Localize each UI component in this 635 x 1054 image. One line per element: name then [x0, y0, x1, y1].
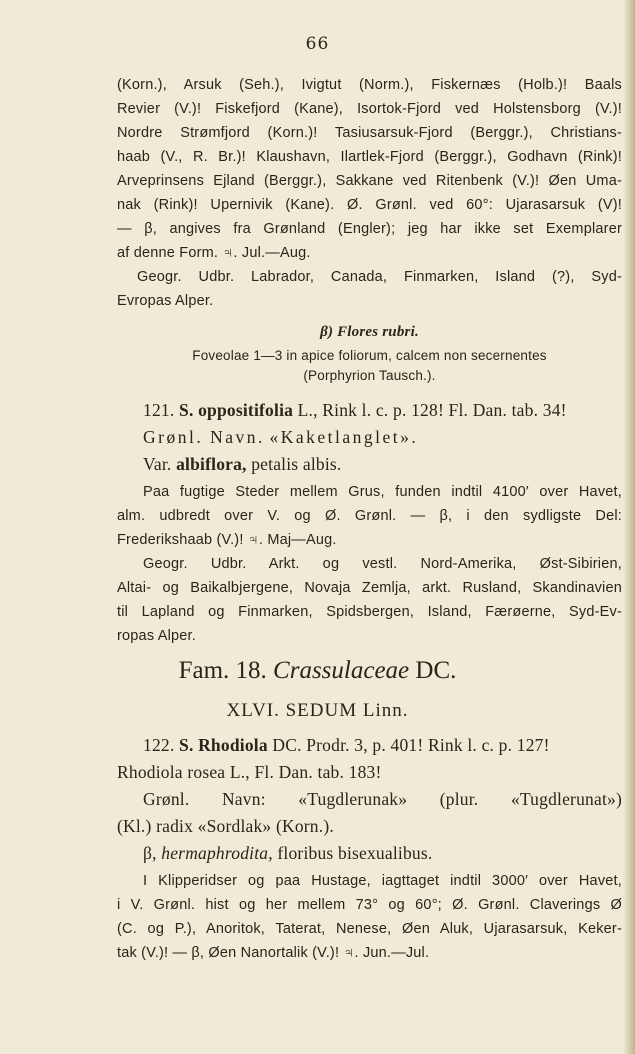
text-line: tak (V.)! — β, Øen Nanortalik (V.)! ♃. Jun.—Jul.	[117, 945, 430, 961]
text-line: (C. og P.), Anoritok, Taterat, Nenese, Øen Aluk, Ujarasarsuk, Keker-	[117, 921, 622, 937]
text-line: Arveprinsens Ejland (Berggr.), Sakkane ved Ritenbenk (V.)! Øen Uma-	[117, 173, 622, 189]
entry-number: 121.	[143, 400, 175, 420]
synonym-line: Rhodiola rosea L., Fl. Dan. tab. 183!	[117, 762, 382, 782]
geogr-line: Altai- og Baikalbjergene, Novaja Zemlja, arkt. Rusland, Skandinavien	[117, 580, 622, 596]
text-line: haab (V., R. Br.)! Klaushavn, Ilartlek-Fjord (Berggr.), Godhavn (Rink)!	[117, 149, 622, 165]
text-line: i V. Grønl. hist og her mellem 73° og 60°; Ø. Grønl. Claverings Ø	[117, 897, 622, 913]
species-entry-121	[117, 400, 635, 421]
text-line: af denne Form. ♃. Jul.—Aug.	[117, 245, 311, 261]
text-line: nak (Rink)! Upernivik (Kane). Ø. Grønl. ved 60°: Ujarasarsuk (V)!	[117, 197, 622, 213]
family-heading	[0, 657, 635, 685]
diagnosis-line: (Porphyrion Tausch.).	[303, 368, 436, 383]
var-label: Var.	[143, 454, 172, 474]
var-desc: petalis albis.	[251, 454, 342, 474]
text-line: (Korn.), Arsuk (Seh.), Ivigtut (Norm.), Fiskernæs (Holb.)! Baals	[117, 77, 622, 93]
entry-number: 122.	[143, 735, 175, 755]
text-line: Paa fugtige Steder mellem Grus, funden indtil 4100′ over Havet,	[143, 484, 622, 500]
page-edge	[623, 0, 635, 1054]
variety-line	[117, 843, 635, 864]
var-name: albiflora,	[176, 454, 247, 474]
text-line: I Klipperidser og paa Hustage, iagttaget indtil 3000′ over Havet,	[143, 873, 622, 889]
species-name: S. Rhodiola	[179, 735, 268, 755]
geogr-line: Geogr. Udbr. Labrador, Canada, Finmarken, Island (?), Syd-	[137, 269, 622, 285]
variety-line	[117, 454, 635, 475]
text-line: Nordre Strømfjord (Korn.)! Tasiusarsuk-Fjord (Berggr.), Christians-	[117, 125, 622, 141]
text-line: alm. udbredt over V. og Ø. Grønl. — β, i den sydligste Del:	[117, 508, 622, 524]
diagnosis-line: Foveolae 1—3 in apice foliorum, calcem non secernentes	[192, 348, 547, 363]
beta-desc: floribus bisexualibus.	[277, 843, 433, 863]
family-author: DC.	[415, 657, 457, 684]
beta-name: hermaphrodita,	[161, 843, 273, 863]
family-name: Crassulaceae	[273, 657, 410, 684]
geogr-line: ropas Alper.	[117, 628, 196, 644]
gronl-label: Grønl. Navn.	[143, 427, 265, 447]
radix-line: (Kl.) radix «Sordlak» (Korn.).	[117, 816, 334, 836]
beta-label: β,	[143, 843, 157, 863]
section-heading: β) Flores rubri.	[320, 324, 419, 340]
species-name: S. oppositifolia	[179, 400, 294, 420]
text-line: — β, angives fra Grønland (Engler); jeg har ikke set Exemplarer	[117, 221, 622, 237]
genus-heading: XLVI. SEDUM Linn.	[226, 700, 409, 721]
family-prefix: Fam. 18.	[178, 657, 267, 684]
geogr-line: til Lapland og Finmarken, Spidsbergen, Island, Færøerne, Syd-Ev-	[117, 604, 622, 620]
geogr-line: Geogr. Udbr. Arkt. og vestl. Nord-Amerika, Øst-Sibirien,	[143, 556, 622, 572]
text-line: Frederikshaab (V.)! ♃. Maj—Aug.	[117, 532, 337, 548]
geogr-line: Evropas Alper.	[117, 293, 214, 309]
page-number: 66	[305, 34, 330, 54]
species-entry-122	[117, 735, 635, 756]
species-reference: DC. Prodr. 3, p. 401! Rink l. c. p. 127!	[272, 735, 550, 755]
species-reference: L., Rink l. c. p. 128! Fl. Dan. tab. 34!	[297, 400, 567, 420]
gronl-name: «Kaketlanglet».	[269, 427, 419, 447]
text-line: Revier (V.)! Fiskefjord (Kane), Isortok-Fjord ved Holstensborg (V.)!	[117, 101, 622, 117]
greenlandic-name-line	[117, 427, 635, 448]
greenlandic-name-line: Grønl. Navn: «Tugdlerunak» (plur. «Tugdlerunat»)	[143, 789, 622, 809]
